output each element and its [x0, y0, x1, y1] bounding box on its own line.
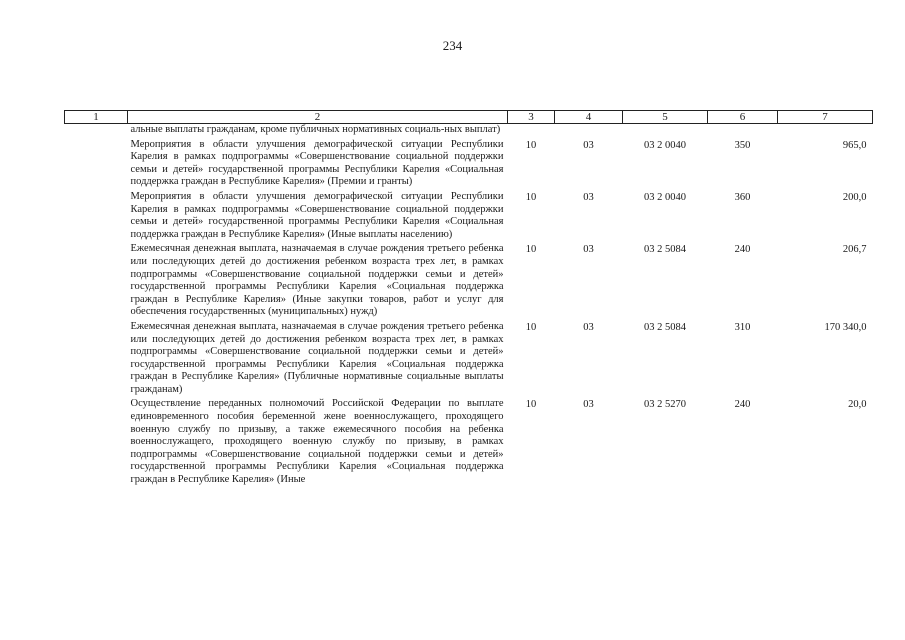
row-pr: 03 [583, 321, 594, 333]
header-col-7: 7 [778, 111, 873, 124]
row-rz: 10 [525, 139, 537, 151]
row-sum: 20,0 [848, 399, 867, 411]
row-vr: 350 [734, 139, 751, 151]
header-col-2: 2 [128, 111, 508, 124]
row-csr: 03 2 5084 [644, 321, 686, 333]
row-sum: 206,7 [842, 244, 867, 256]
table-row [65, 321, 873, 399]
table-row-continuation [65, 124, 873, 139]
row-sum: 965,0 [842, 139, 867, 151]
row-vr: 240 [734, 399, 751, 411]
row-name: Ежемесячная денежная выплата, назначаемая в случае рождения третьего ребенка или последующих детей до достижения ребенком возраста трех лет, в рамках подпрограммы «Совершенствование социальной поддержки семьи и детей» государственной программы Республики Карелия «Социальная поддержка граждан в Республике Карелия» (Иные закупки товаров, работ и услуг для обеспечения государственных (муниципальных) нужд) [130, 243, 504, 318]
row-vr: 360 [734, 191, 751, 203]
row-name: Ежемесячная денежная выплата, назначаемая в случае рождения третьего ребенка или последующих детей до достижения ребенком возраста трех лет, в рамках подпрограммы «Совершенствование социальной поддержки семьи и детей» государственной программы Республики Карелия «Социальная поддержка граждан в Республике Карелия» (Публичные нормативные социальные выплаты гражданам) [130, 320, 504, 395]
row-name: Мероприятия в области улучшения демографической ситуации Республики Карелия в рамках подпрограммы «Совершенствование социальной поддержки семьи и детей» государственной программы Республики Карелия «Социальная поддержка граждан в Республике Карелия» (Иные выплаты населению) [130, 190, 504, 240]
page-number: 234 [442, 38, 463, 53]
row-rz: 10 [525, 399, 537, 411]
header-col-6: 6 [708, 111, 778, 124]
row-pr: 03 [583, 244, 594, 256]
row-rz: 10 [525, 244, 537, 256]
row-sum: 170 340,0 [824, 321, 867, 333]
row-csr: 03 2 5084 [644, 244, 686, 256]
row-pr: 03 [583, 191, 594, 203]
row-name: альные выплаты гражданам, кроме публичных нормативных социаль-ных выплат) [130, 124, 501, 135]
header-col-4: 4 [555, 111, 623, 124]
row-vr: 240 [734, 244, 751, 256]
row-sum: 200,0 [842, 191, 867, 203]
row-csr: 03 2 0040 [644, 139, 686, 151]
row-name: Осуществление переданных полномочий Российской Федерации по выплате единовременного пособия беременной жене военнослужащего, проходящего военную службу по призыву, а также ежемесячного пособия на ребенка военнослужащего, проходящего военную службу по призыву, в рамках подпрограммы «Совершенствование социальной поддержки семьи и детей» государственной программы Республики Карелия «Социальная поддержка граждан в Республике Карелия» (Иные [130, 398, 504, 486]
row-rz: 10 [525, 191, 537, 203]
row-csr: 03 2 5270 [644, 399, 686, 411]
table-row [65, 191, 873, 243]
header-col-1: 1 [65, 111, 128, 124]
row-name: Мероприятия в области улучшения демографической ситуации Республики Карелия в рамках подпрограммы «Совершенствование социальной поддержки семьи и детей» государственной программы Республики Карелия «Социальная поддержка граждан в Республике Карелия» (Премии и гранты) [130, 138, 504, 188]
row-csr: 03 2 0040 [644, 191, 686, 203]
table-row [65, 243, 873, 321]
table-header-row [65, 111, 873, 124]
table-row [65, 398, 873, 488]
table-row [65, 139, 873, 191]
header-col-5: 5 [623, 111, 708, 124]
row-vr: 310 [734, 321, 751, 333]
row-rz: 10 [525, 321, 537, 333]
row-pr: 03 [583, 139, 594, 151]
budget-table [64, 110, 873, 489]
header-col-3: 3 [508, 111, 555, 124]
row-pr: 03 [583, 399, 594, 411]
